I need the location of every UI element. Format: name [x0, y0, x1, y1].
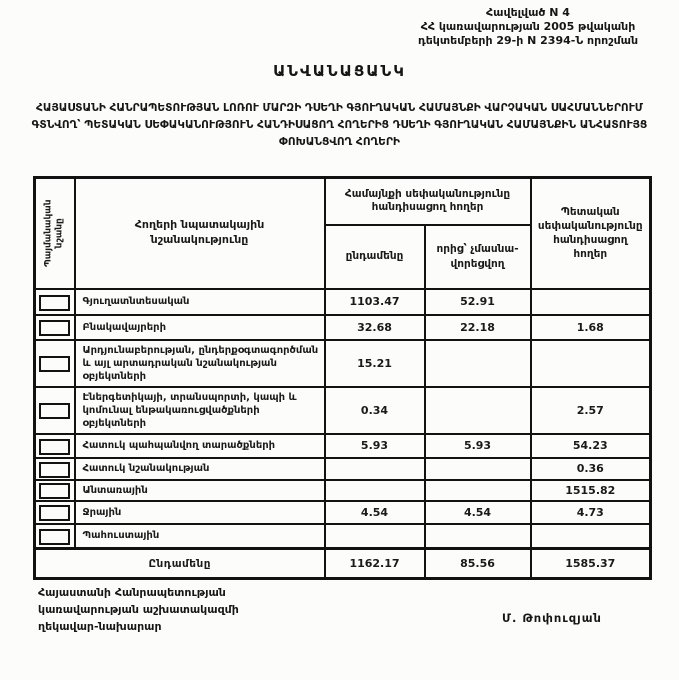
total-community-total-value: 1162.17	[325, 549, 425, 579]
symbol-cell	[35, 480, 75, 501]
nonprivatized-value: 52.91	[425, 289, 531, 315]
land-category-label: Գյուղատնտեսական	[75, 289, 325, 315]
signatory-title-line-3: ղեկավար-նախարար	[38, 620, 162, 634]
table-row	[35, 289, 651, 315]
appendix-reference	[378, 6, 678, 48]
state-value: 1.68	[531, 315, 651, 340]
land-category-label: Հատուկ պահպանվող տարածքների	[75, 434, 325, 458]
symbol-cell	[35, 315, 75, 340]
land-category-label: Հատուկ նշանակության	[75, 458, 325, 480]
table-row	[35, 501, 651, 524]
column-header-symbol	[35, 178, 75, 289]
table-row	[35, 458, 651, 480]
symbol-cell	[35, 434, 75, 458]
nonprivatized-value: 4.54	[425, 501, 531, 524]
state-value: 2.57	[531, 387, 651, 434]
legend-symbol-box	[39, 505, 70, 521]
signatory-name: Մ. Թոփուզյան	[502, 611, 602, 625]
rotated-header-wrap	[36, 199, 74, 267]
community-total-value	[325, 480, 425, 501]
symbol-cell	[35, 289, 75, 315]
legend-symbol-box	[39, 483, 70, 499]
column-header-purpose: Հողերի նպատակային նշանակությունը	[75, 178, 325, 289]
column-header-state: Պետական սեփականությունը հանդիսացող հողեր	[531, 178, 651, 289]
symbol-cell	[35, 524, 75, 549]
column-header-community-nonprivatized: որից՝ չմասնա-վորեցվող	[425, 225, 531, 289]
table-body	[35, 289, 651, 579]
state-value: 0.36	[531, 458, 651, 480]
community-total-value: 32.68	[325, 315, 425, 340]
land-category-label: Արդյունաբերության, ընդերքօգտագործման և այլ արտադրական նշանակության օբյեկտների	[75, 340, 325, 387]
legend-symbol-box	[39, 403, 70, 419]
signatory-title-line-2: կառավարության աշխատակազմի	[38, 603, 239, 617]
symbol-cell	[35, 340, 75, 387]
table-row	[35, 387, 651, 434]
total-row-label: Ընդամենը	[35, 549, 325, 579]
land-category-label: Անտառային	[75, 480, 325, 501]
land-category-label: Էներգետիկայի, տրանսպորտի, կապի և կոմունալ ենթակառուցվածքների օբյեկտների	[75, 387, 325, 434]
document-title: ԱՆՎԱՆԱՑԱՆԿ	[273, 62, 406, 80]
table-row	[35, 524, 651, 549]
appendix-line-2: ՀՀ կառավարության 2005 թվականի	[420, 20, 636, 34]
table-row	[35, 434, 651, 458]
signatory-title-block	[38, 584, 239, 635]
column-header-community-total: ընդամենը	[325, 225, 425, 289]
appendix-line-1: Հավելված N 4	[486, 6, 570, 19]
nonprivatized-value	[425, 387, 531, 434]
symbol-cell	[35, 458, 75, 480]
nonprivatized-value	[425, 340, 531, 387]
community-total-value: 4.54	[325, 501, 425, 524]
community-total-value	[325, 458, 425, 480]
land-category-label: Պահուստային	[75, 524, 325, 549]
land-category-label: Ջրային	[75, 501, 325, 524]
legend-symbol-box	[39, 529, 70, 545]
land-category-label: Բնակավայրերի	[75, 315, 325, 340]
community-total-value	[325, 524, 425, 549]
symbol-cell	[35, 501, 75, 524]
column-header-community-group: Համայնքի սեփականությունը հանդիսացող հողեր	[325, 178, 531, 225]
table-total-row	[35, 549, 651, 579]
community-total-value: 0.34	[325, 387, 425, 434]
nonprivatized-value: 5.93	[425, 434, 531, 458]
table-header	[35, 178, 651, 289]
community-total-value: 1103.47	[325, 289, 425, 315]
nonprivatized-value: 22.18	[425, 315, 531, 340]
symbol-cell	[35, 387, 75, 434]
legend-symbol-box	[39, 439, 70, 455]
total-state-value: 1585.37	[531, 549, 651, 579]
land-transfer-table	[33, 176, 652, 580]
state-value	[531, 289, 651, 315]
legend-symbol-box	[39, 356, 70, 372]
signatory-title-line-1: Հայաստանի Հանրապետության	[38, 586, 226, 599]
legend-symbol-box	[39, 320, 70, 336]
legend-symbol-box	[39, 462, 70, 478]
community-total-value: 15.21	[325, 340, 425, 387]
state-value: 4.73	[531, 501, 651, 524]
appendix-line-3: դեկտեմբերի 29-ի N 2394-Ն որոշման	[417, 34, 639, 48]
total-nonprivatized-value: 85.56	[425, 549, 531, 579]
legend-symbol-box	[39, 295, 70, 311]
nonprivatized-value	[425, 458, 531, 480]
state-value	[531, 524, 651, 549]
document-subtitle: ՀԱՅԱՍՏԱՆԻ ՀԱՆՐԱՊԵՏՈՒԹՅԱՆ ԼՈՌՈՒ ՄԱՐԶԻ ԴՍԵՂԻ ԳՅՈՒՂԱԿԱՆ ՀԱՄԱՅՆՔԻ ՎԱՐՉԱԿԱՆ ՍԱՀՄԱՆՆԵՐՈՒՄ ԳՏՆՎՈՂ՝ ՊԵՏԱԿԱՆ ՍԵՓԱԿԱՆՈՒԹՅՈՒՆ ՀԱՆԴԻՍԱՑՈՂ ՀՈՂԵՐԻՑ ԴՍԵՂԻ ԳՅՈՒՂԱԿԱՆ ՀԱՄԱՅՆՔԻՆ ԱՆՀԱՏՈՒՅՑ ՓՈԽԱՆՑՎՈՂ ՀՈՂԵՐԻ	[31, 102, 648, 149]
state-value: 1515.82	[531, 480, 651, 501]
state-value: 54.23	[531, 434, 651, 458]
nonprivatized-value	[425, 480, 531, 501]
table-row	[35, 340, 651, 387]
state-value	[531, 340, 651, 387]
column-header-symbol-label: Պայմանական նշանը	[43, 199, 65, 267]
nonprivatized-value	[425, 524, 531, 549]
table-row	[35, 480, 651, 501]
community-total-value: 5.93	[325, 434, 425, 458]
table-row	[35, 315, 651, 340]
